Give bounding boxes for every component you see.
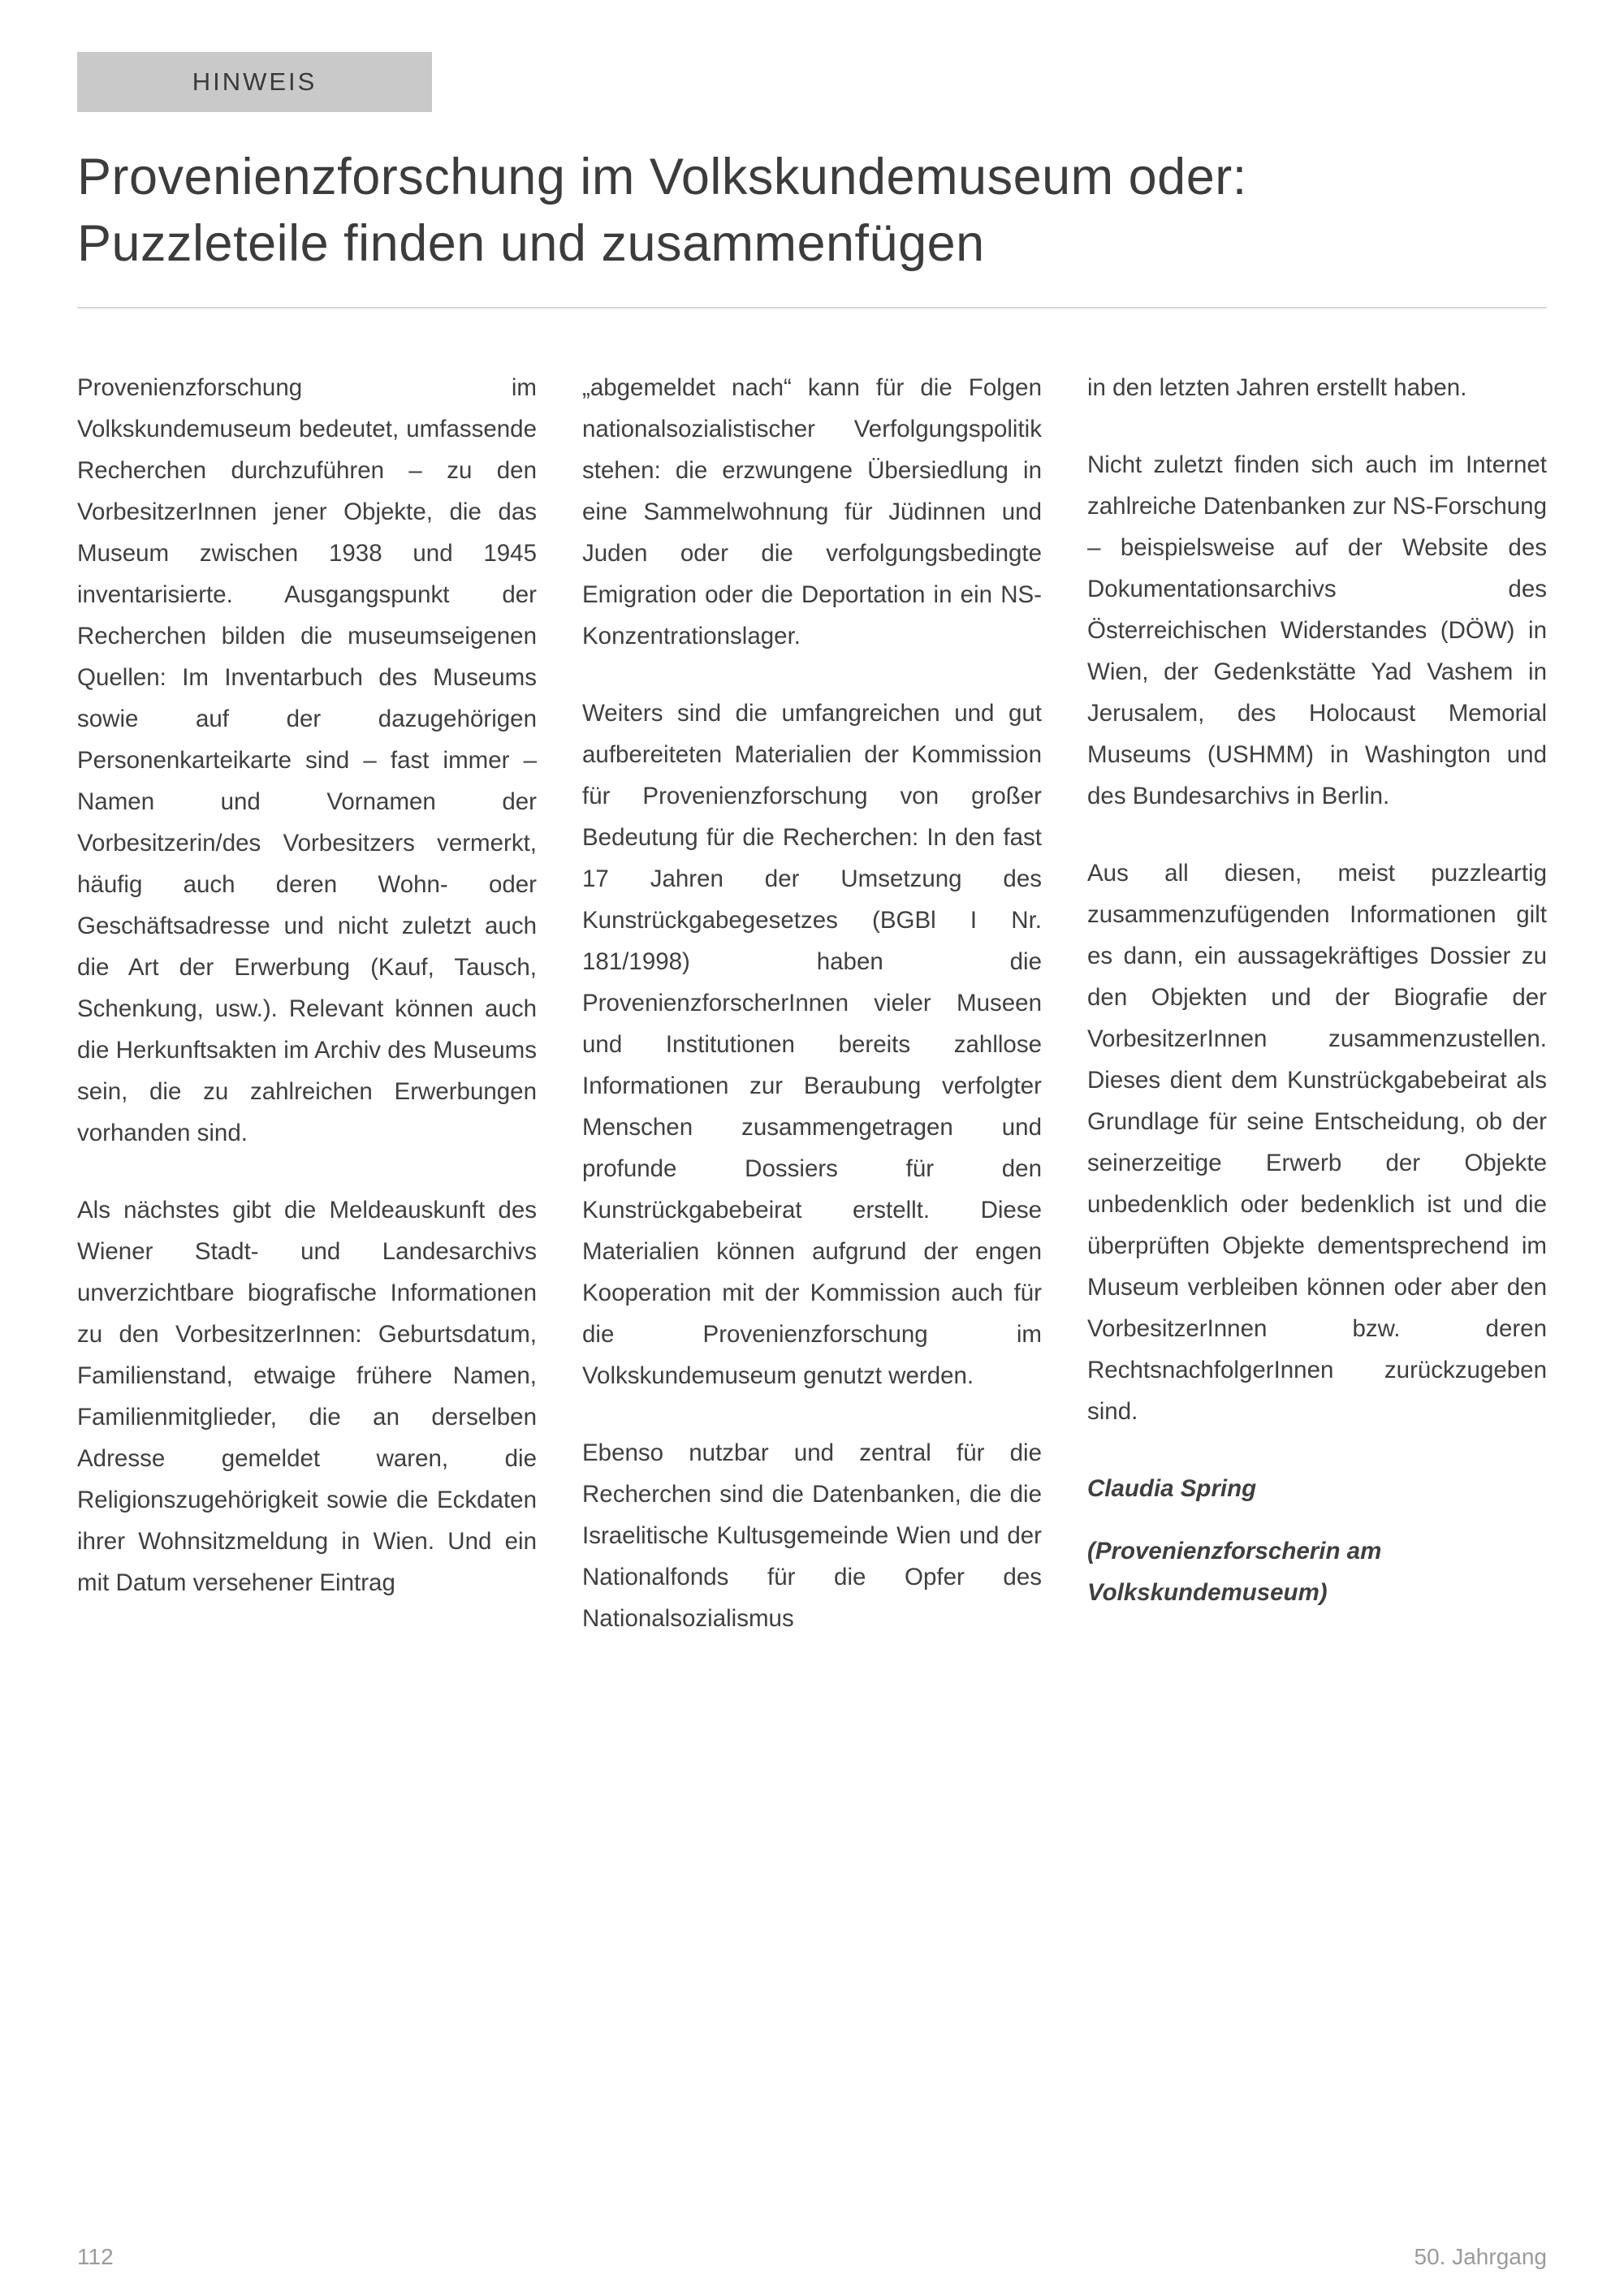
column-3 (1087, 367, 1547, 1675)
author-name: Claudia Spring (1087, 1474, 1257, 1502)
page-footer (77, 2244, 1547, 2270)
article-title-line1: Provenienzforschung im Volkskundemuseum oder: (77, 149, 1247, 205)
author-role: (Provenienzforscherin am Volkskundemuseum) (1087, 1537, 1382, 1606)
article-title (77, 145, 1547, 278)
paragraph: Ebenso nutzbar und zentral für die Recherchen sind die Datenbanken, die die Israelitische Kultusgemeinde Wien und der Nationalfonds für die Opfer des Nationalsozialismus (582, 1439, 1042, 1632)
paragraph: Provenienzforschung im Volkskundemuseum bedeutet, umfassende Recherchen durchzuführen – zu den VorbesitzerInnen jener Objekte, die das Museum zwischen 1938 und 1945 inventarisierte. Ausgangspunkt der Recherchen bilden die museumseigenen Quellen: Im Inventarbuch des Museums sowie auf der dazugehörigen Personenkarteikarte sind – fast immer – Namen und Vornamen der Vorbesitzerin/des Vorbesitzers vermerkt, häufig auch deren Wohn- oder Geschäftsadresse und nicht zuletzt auch die Art der Erwerbung (Kauf, Tausch, Schenkung, usw.). Relevant können auch die Herkunftsakten im Archiv des Museums sein, die zu zahlreichen Erwerbungen vorhanden sind. (77, 373, 537, 1146)
paragraph: Aus all diesen, meist puzzleartig zusammenzufügenden Informationen gilt es dann, ein aussagekräftiges Dossier zu den Objekten und der Biografie der VorbesitzerInnen zusammenzustellen. Dieses dient dem Kunstrückgabebeirat als Grundlage für seine Entscheidung, ob der seinerzeitige Erwerb der Objekte unbedenklich oder bedenklich ist und die überprüften Objekte dementsprechend im Museum verbleiben können oder aber den VorbesitzerInnen bzw. deren RechtsnachfolgerInnen zurückzugeben sind. (1087, 859, 1547, 1425)
page-number: 112 (77, 2244, 114, 2269)
column-1 (77, 367, 537, 1675)
paragraph: Als nächstes gibt die Meldeauskunft des Wiener Stadt- und Landesarchivs unverzichtbare biografische Informationen zu den VorbesitzerInnen: Geburtsdatum, Familienstand, etwaige frühere Namen, Familienmitglieder, die an derselben Adresse gemeldet waren, die Religionszugehörigkeit sowie die Eckdaten ihrer Wohnsitzmeldung in Wien. Und ein mit Datum versehener Eintrag (77, 1196, 537, 1596)
column-2 (582, 367, 1042, 1675)
article-title-line2: Puzzleteile finden und zusammenfügen (77, 214, 985, 272)
paragraph: in den letzten Jahren erstellt haben. (1087, 373, 1467, 401)
section-label: HINWEIS (192, 67, 317, 96)
paragraph: „abgemeldet nach“ kann für die Folgen nationalsozialistischer Verfolgungspolitik stehen: die erzwungene Übersiedlung in eine Sammelwohnung für Jüdinnen und Juden oder die verfolgungsbedingte Emigration oder die Deportation in ein NS-Konzentrationslager. (582, 373, 1042, 650)
paragraph: Weiters sind die umfangreichen und gut aufbereiteten Materialien der Kommission für Provenienzforschung von großer Bedeutung für die Recherchen: In den fast 17 Jahren der Umsetzung des Kunstrückgabegesetzes (BGBl I Nr. 181/1998) haben die ProvenienzforscherInnen vieler Museen und Institutionen bereits zahllose Informationen zur Beraubung verfolgter Menschen zusammengetragen und profunde Dossiers für den Kunstrückgabebeirat erstellt. Diese Materialien können aufgrund der engen Kooperation mit der Kommission auch für die Provenienzforschung im Volkskundemuseum genutzt werden. (582, 699, 1042, 1389)
article-columns (77, 367, 1547, 1675)
paragraph: Nicht zuletzt finden sich auch im Internet zahlreiche Datenbanken zur NS-Forschung – beispielsweise auf der Website des Dokumentationsarchivs des Österreichischen Widerstandes (DÖW) in Wien, der Gedenkstätte Yad Vashem in Jerusalem, des Holocaust Memorial Museums (USHMM) in Washington und des Bundesarchivs in Berlin. (1087, 451, 1547, 809)
volume-label: 50. Jahrgang (1414, 2244, 1547, 2269)
title-divider (77, 307, 1547, 309)
section-label-box (77, 52, 432, 112)
